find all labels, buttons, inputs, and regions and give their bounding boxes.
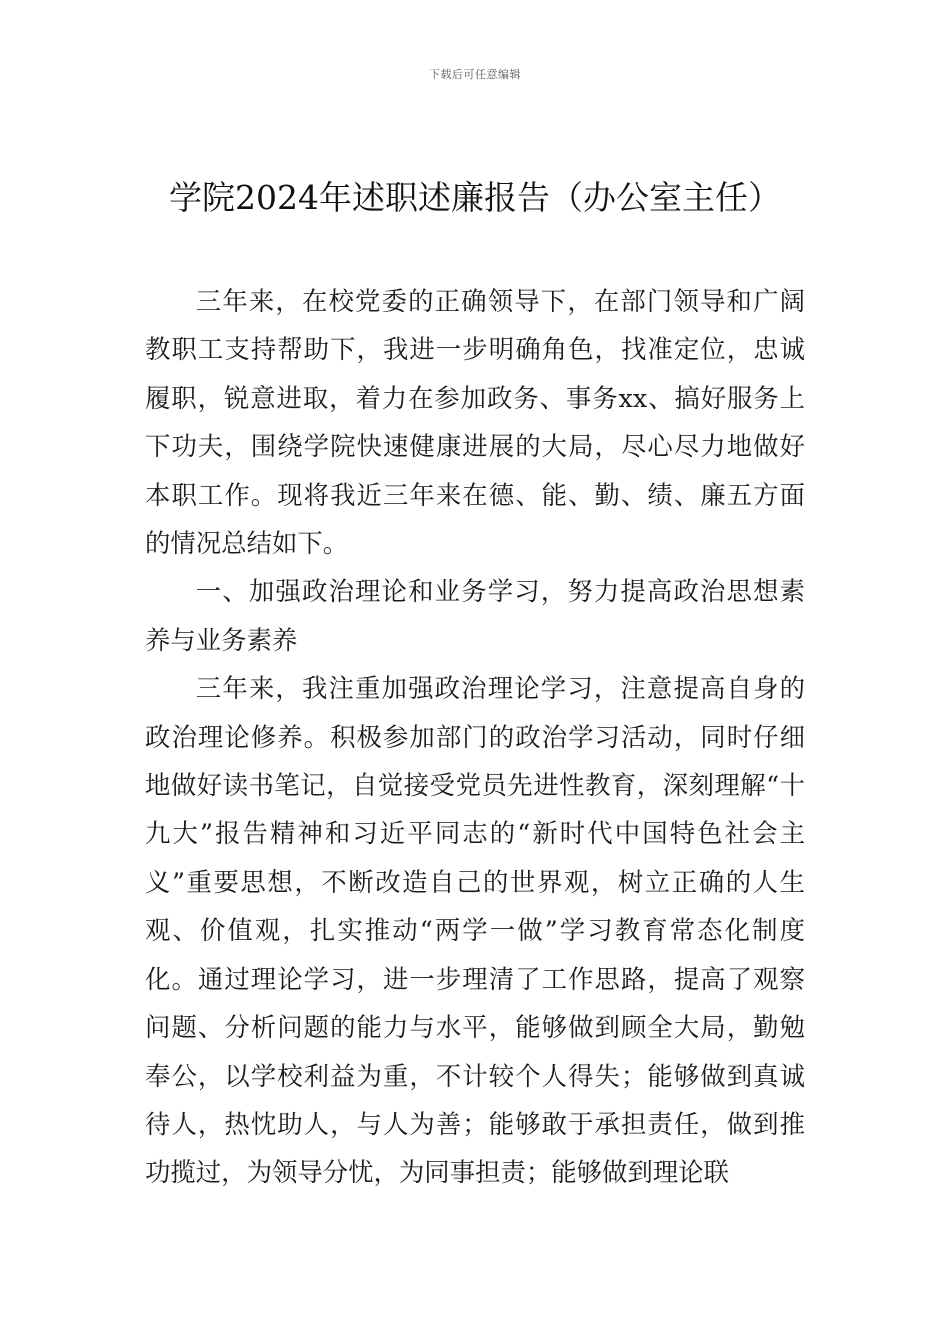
header-note: 下载后可任意编辑 (429, 68, 521, 81)
section-heading-1: 一、加强政治理论和业务学习，努力提高政治思想素养与业务素养 (145, 576, 805, 655)
document-title: 学院2024年述职述廉报告（办公室主任） (169, 178, 781, 217)
paragraph-intro: 三年来，在校党委的正确领导下，在部门领导和广阔教职工支持帮助下，我进一步明确角色，找准定位，忠诚履职，锐意进取，着力在参加政务、事务xx、搞好服务上下功夫，围绕学院快速健康进展的大局，尽心尽力地做好本职工作。现将我近三年来在德、能、勤、绩、廉五方面的情况总结如下。 (145, 286, 805, 559)
document-body (145, 277, 805, 1197)
paragraph-section-1: 三年来，我注重加强政治理论学习，注意提高自身的政治理论修养。积极参加部门的政治学习活动，同时仔细地做好读书笔记，自觉接受党员先进性教育，深刻理解“十九大”报告精神和习近平同志的“新时代中国特色社会主义”重要思想，不断改造自己的世界观，树立正确的人生观、价值观，扎实推动“两学一做”学习教育常态化制度化。通过理论学习，进一步理清了工作思路，提高了观察问题、分析问题的能力与水平，能够做到顾全大局，勤勉奉公，以学校利益为重，不计较个人得失；能够做到真诚待人，热忱助人，与人为善；能够敢于承担责任，做到推功揽过，为领导分忧，为同事担责；能够做到理论联 (145, 673, 805, 1188)
